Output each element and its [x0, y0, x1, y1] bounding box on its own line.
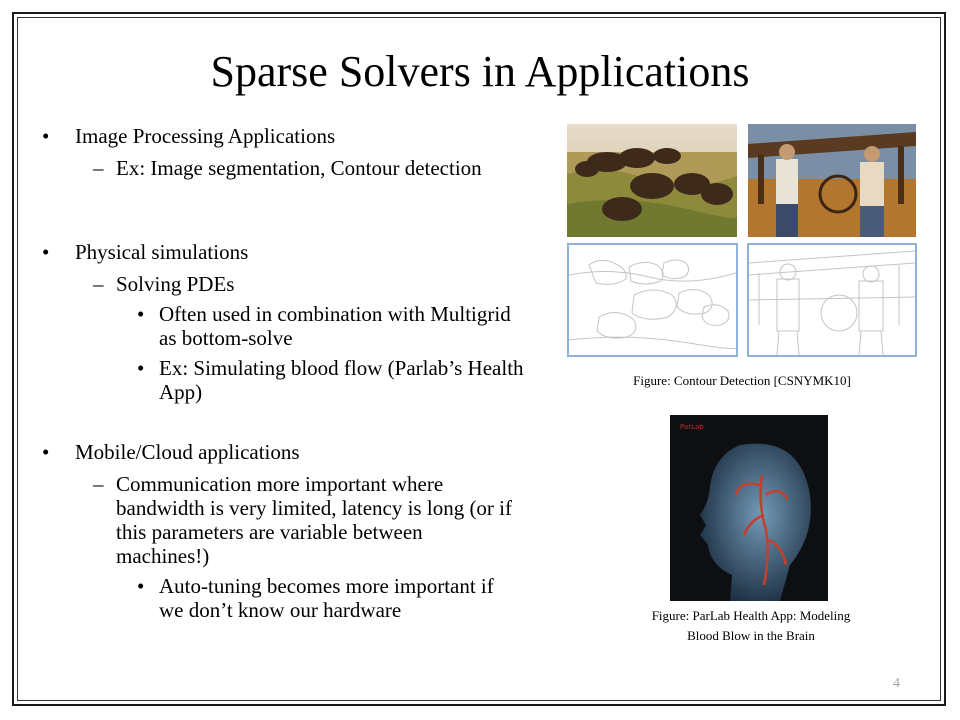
- bullet-image-processing: [42, 124, 525, 148]
- svg-text:ParLab: ParLab: [680, 423, 704, 431]
- sub-bullet-label: Ex: Image segmentation, Contour detection: [116, 156, 482, 180]
- head-blood-flow-image: [670, 415, 828, 601]
- bullet-physical-simulations: [42, 240, 525, 264]
- sub-bullet-segmentation: [93, 156, 496, 180]
- dash-marker-icon: –: [93, 272, 104, 296]
- sub-sub-bullet-label: Often used in combination with Multigrid as bottom-solve: [159, 302, 511, 350]
- bullet-label: Mobile/Cloud applications: [75, 440, 300, 464]
- sub-sub-bullet-blood-flow: [137, 356, 529, 404]
- sub-bullet-pdes: [93, 272, 496, 296]
- bullet-label: Image Processing Applications: [75, 124, 336, 148]
- sub-sub-bullet-multigrid: [137, 302, 529, 350]
- bullet-dot-icon: •: [42, 240, 50, 264]
- bullet-dot-icon: •: [42, 440, 50, 464]
- sub-sub-bullet-autotuning: [137, 574, 509, 622]
- page-number: 4: [893, 676, 900, 691]
- bullet-dot-icon: •: [137, 574, 145, 598]
- sub-bullet-communication: [93, 472, 521, 568]
- slide-title: Sparse Solvers in Applications: [210, 47, 750, 96]
- bison-contour-map: [567, 243, 738, 357]
- sub-bullet-label: Communication more important where bandwidth is very limited, latency is long (or if this parameters are variable between machines!): [116, 472, 513, 568]
- dash-marker-icon: –: [93, 156, 104, 180]
- cowboys-photo: [748, 124, 916, 237]
- bison-photo: [567, 124, 737, 237]
- bullet-dot-icon: •: [137, 302, 145, 326]
- contour-figure-caption: Figure: Contour Detection [CSNYMK10]: [633, 373, 851, 388]
- bullet-label: Physical simulations: [75, 240, 249, 264]
- sub-bullet-label: Solving PDEs: [116, 272, 235, 296]
- bullet-dot-icon: •: [42, 124, 50, 148]
- sub-sub-bullet-label: Ex: Simulating blood flow (Parlab’s Health App): [159, 356, 524, 404]
- cowboys-contour-map: [747, 243, 917, 357]
- health-figure-caption: Figure: ParLab Health App: Modeling Blood Blow in the Brain: [651, 608, 851, 643]
- bullet-mobile-cloud: [42, 440, 525, 464]
- dash-marker-icon: –: [93, 472, 104, 496]
- sub-sub-bullet-label: Auto-tuning becomes more important if we don’t know our hardware: [159, 574, 494, 622]
- bullet-dot-icon: •: [137, 356, 145, 380]
